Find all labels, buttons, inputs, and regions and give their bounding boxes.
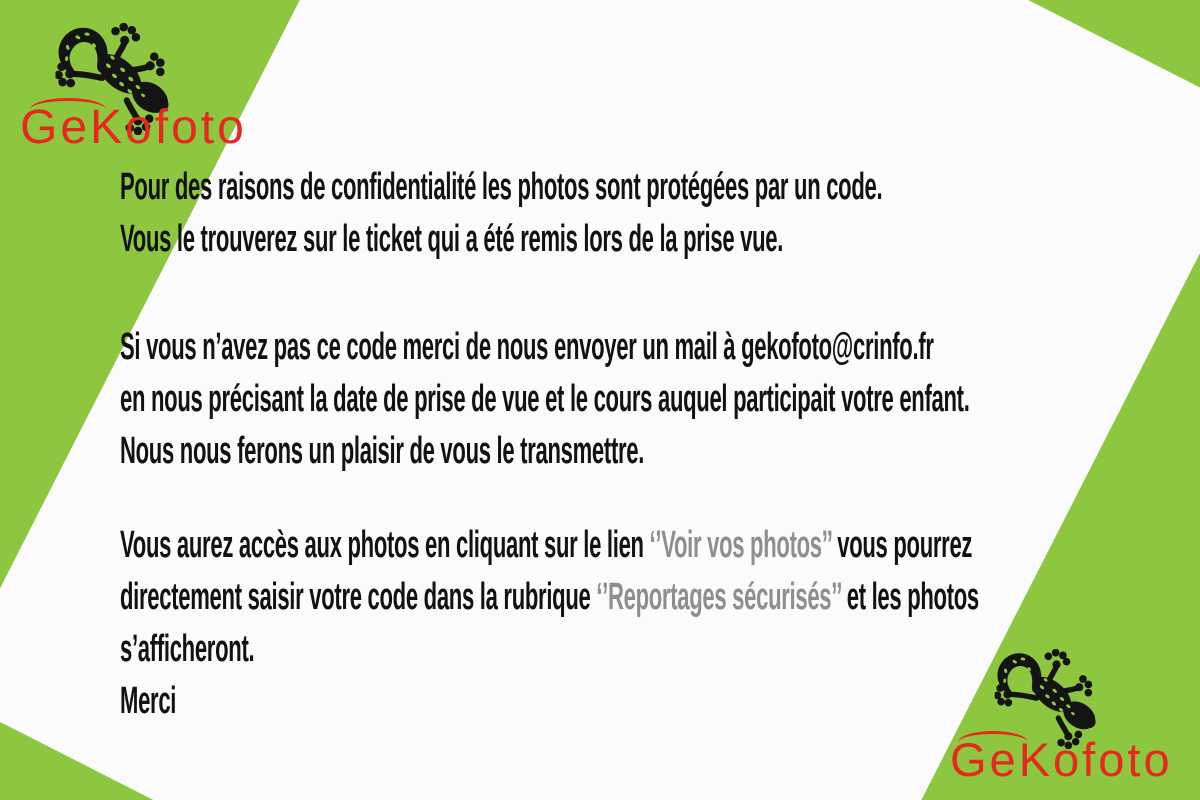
link-reference-reportages-securises: ‘’Reportages sécurisés’’ xyxy=(596,576,841,618)
brand-name-top-left: GeKofoto xyxy=(20,101,247,154)
line-8: s’afficheront. xyxy=(120,628,255,670)
line-4: en nous précisant la date de prise de vue et le cours auquel participait votre enfant. xyxy=(120,378,970,420)
line-7-end: et les photos xyxy=(840,576,979,618)
line-5: Nous nous ferons un plaisir de vous le transmettre. xyxy=(120,430,645,472)
brand-name-bottom-right: GeKofoto xyxy=(950,733,1173,786)
line-1: Pour des raisons de confidentialité les photos sont protégées par un code. xyxy=(120,166,883,208)
line-7-start: directement saisir votre code dans la rubrique xyxy=(120,576,597,618)
paragraph-access xyxy=(120,519,979,727)
logo-swash xyxy=(30,98,106,121)
link-reference-voir-vos-photos: ‘’Voir vos photos’’ xyxy=(649,524,832,566)
logo-swash xyxy=(958,731,1028,754)
line-9-merci: Merci xyxy=(120,680,177,722)
line-6-end: vous pourrez xyxy=(831,524,973,566)
line-6-start: Vous aurez accès aux photos en cliquant sur le lien xyxy=(120,524,650,566)
paragraph-contact xyxy=(120,321,979,477)
paragraph-code-info xyxy=(120,161,979,265)
notice-text xyxy=(120,161,979,727)
line-3: Si vous n’avez pas ce code merci de nous envoyer un mail à gekofoto@crinfo.fr xyxy=(120,326,934,368)
line-2: Vous le trouverez sur le ticket qui a été remis lors de la prise vue. xyxy=(120,218,784,260)
